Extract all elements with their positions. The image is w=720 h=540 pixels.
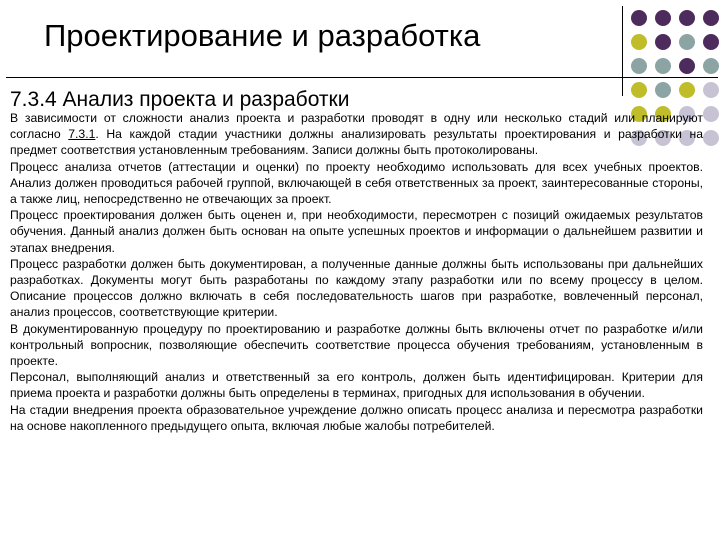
dot bbox=[631, 10, 647, 26]
paragraph-text: В зависимости от сложности анализ проекта и разработки проводят в одну или несколько стадий или планируют согласно bbox=[10, 111, 703, 142]
clause-reference-link[interactable]: 7.3.1 bbox=[68, 127, 96, 142]
dot bbox=[655, 58, 671, 74]
paragraph bbox=[10, 110, 703, 159]
horizontal-divider bbox=[6, 77, 718, 78]
dot bbox=[655, 34, 671, 50]
dot bbox=[703, 82, 719, 98]
dot bbox=[679, 58, 695, 74]
dot bbox=[631, 82, 647, 98]
paragraph-text: . На каждой стадии участники должны анализировать результаты проектирования и разработки на предмет соответствия установленным требованиям. Записи должны быть протоколированы. bbox=[10, 127, 703, 158]
body-text bbox=[10, 110, 703, 434]
paragraph: Процесс проектирования должен быть оценен и, при необходимости, пересмотрен с позиций ожидаемых результатов обучения. Данный анализ должен быть основан на опыте успешных проектов и информации о дальнейшем развитии и этапах внедрения. bbox=[10, 208, 703, 255]
paragraph: В документированную процедуру по проектированию и разработке должны быть включены отчет по разработке и/или контрольный вопросник, позволяющие обеспечить соответствие процесса обучения требованиям, установленным в проекте. bbox=[10, 321, 703, 369]
section-heading: 7.3.4 Анализ проекта и разработки bbox=[10, 88, 350, 111]
dot bbox=[655, 82, 671, 98]
paragraph: На стадии внедрения проекта образовательное учреждение должно описать процесс анализа и пересмотра разработки на основе накопленного предыдущего опыта, включая любые жалобы потребителей. bbox=[10, 402, 703, 433]
dot bbox=[703, 34, 719, 50]
paragraph: Процесс анализа отчетов (аттестации и оценки) по проекту необходимо использовать для всех учебных проектов. Анализ должен проводиться рабочей группой, включающей в себя ответственных за проект, заинтересованные стороны, а также лиц, непосредственно не отвечающих за проект. bbox=[10, 159, 703, 207]
slide-title: Проектирование и разработка bbox=[44, 18, 481, 53]
dot bbox=[631, 58, 647, 74]
dot bbox=[631, 34, 647, 50]
dot bbox=[679, 10, 695, 26]
dot bbox=[703, 130, 719, 146]
dot bbox=[703, 106, 719, 122]
dot bbox=[679, 34, 695, 50]
dot bbox=[679, 82, 695, 98]
vertical-divider bbox=[622, 6, 623, 96]
dot bbox=[655, 10, 671, 26]
dot bbox=[703, 10, 719, 26]
paragraph: Персонал, выполняющий анализ и ответственный за его контроль, должен быть идентифицирован. Критерии для приема проекта и разработки должны быть определены в терминах, пригодных для использования в обучении. bbox=[10, 370, 703, 401]
paragraph: Процесс разработки должен быть документирован, а полученные данные должны быть использованы при дальнейших разработках. Документы могут быть разработаны по каждому этапу разработки или по всему процессу в целом. Описание процессов должно включать в себя последовательность шагов при разработке, вовлеченный персонал, анализ процессов, соответствующие критерии. bbox=[10, 256, 703, 320]
dot bbox=[703, 58, 719, 74]
